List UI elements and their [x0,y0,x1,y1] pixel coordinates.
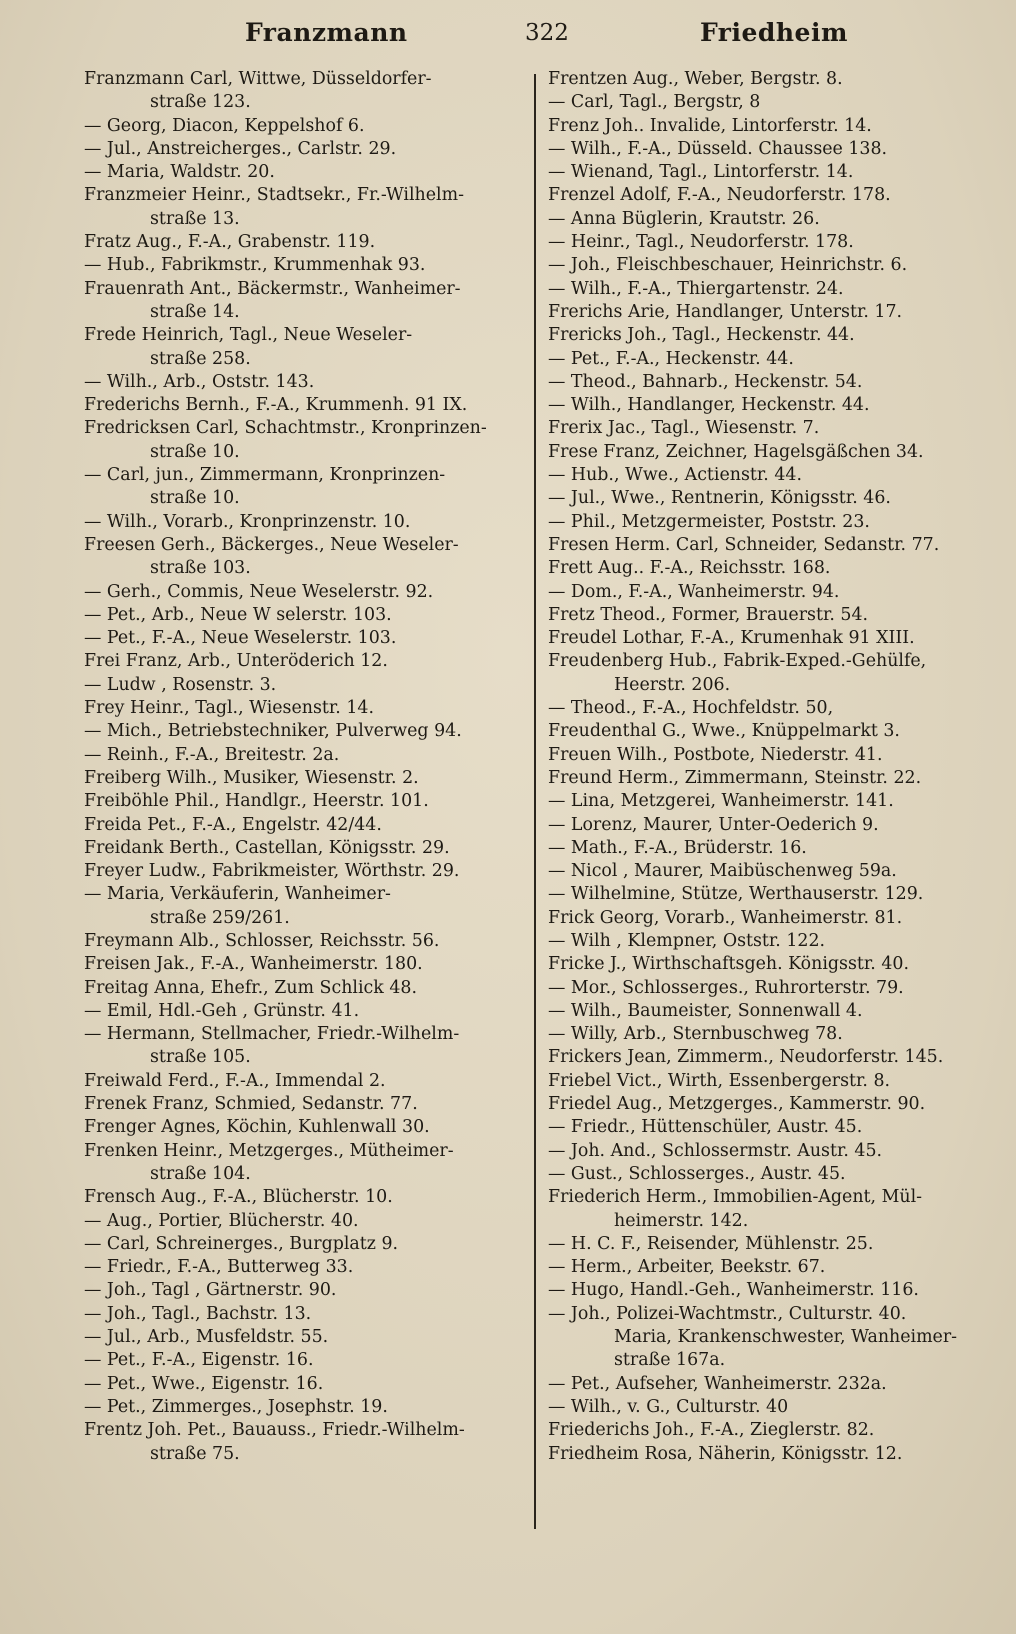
directory-entry: Frensch Aug., F.-A., Blücherstr. 10. [84,1187,393,1208]
directory-entry: Frenken Heinr., Metzgerges., Mütheimer- [84,1140,454,1161]
directory-entry: — Willy, Arb., Sternbuschweg 78. [548,1024,843,1045]
directory-entry: — Carl, jun., Zimmermann, Kronprinzen- [84,465,446,486]
directory-entry: Freidank Berth., Castellan, Königsstr. 29. [84,837,450,858]
directory-entry: Frickers Jean, Zimmerm., Neudorferstr. 145. [548,1047,944,1068]
directory-entry: Freudenthal G., Wwe., Knüppelmarkt 3. [548,721,900,742]
directory-entry: Fretz Theod., Former, Brauerstr. 54. [548,604,869,625]
directory-entry: Frentzen Aug., Weber, Bergstr. 8. [548,69,843,89]
directory-entry: — Pet., F.-A., Neue Weselerstr. 103. [84,628,397,649]
entry-continuation: straße 103. [150,558,251,579]
directory-entry: — Pet., Wwe., Eigenstr. 16. [84,1373,324,1394]
directory-entry: Freudel Lothar, F.-A., Krumenhak 91 XIII. [548,628,915,649]
directory-entry: — Wilh., Vorarb., Kronprinzenstr. 10. [84,511,411,532]
directory-entry: — Maria, Verkäuferin, Wanheimer- [84,884,391,905]
entry-continuation: straße 10. [150,441,240,462]
directory-entry: Franzmeier Heinr., Stadtsekr., Fr.-Wilhelm- [84,185,464,206]
directory-entry: — Lina, Metzgerei, Wanheimerstr. 141. [548,791,894,812]
directory-entry: Friedel Aug., Metzgerges., Kammerstr. 90. [548,1094,926,1115]
directory-entry: Fratz Aug., F.-A., Grabenstr. 119. [84,232,376,253]
directory-entry: — Lorenz, Maurer, Unter-Oederich 9. [548,814,879,835]
directory-entry: Frenger Agnes, Köchin, Kuhlenwall 30. [84,1117,430,1138]
directory-entry: — Nicol , Maurer, Maibüschenweg 59a. [548,861,897,882]
directory-entry: — Ludw , Rosenstr. 3. [84,674,277,695]
directory-entry: Frese Franz, Zeichner, Hagelsgäßchen 34. [548,441,924,462]
entry-continuation: Maria, Krankenschwester, Wanheimer- [614,1327,958,1348]
directory-entry: — Jul., Arb., Musfeldstr. 55. [84,1327,329,1348]
directory-entry: Freymann Alb., Schlosser, Reichsstr. 56. [84,930,440,951]
directory-entry: — Jul., Wwe., Rentnerin, Königsstr. 46. [548,488,891,509]
directory-entry: — Carl, Schreinerges., Burgplatz 9. [84,1233,399,1254]
directory-entry: — Joh. And., Schlossermstr. Austr. 45. [548,1140,883,1161]
directory-entry: — Georg, Diacon, Keppelshof 6. [84,115,365,136]
page-header [80,18,960,62]
entry-continuation: straße 258. [150,348,251,369]
directory-entry: — Hermann, Stellmacher, Friedr.-Wilhelm- [84,1024,460,1045]
directory-entry: Freesen Gerh., Bäckerges., Neue Weseler- [84,534,459,555]
directory-entry: — Wilh., Arb., Oststr. 143. [84,371,315,392]
entry-continuation: straße 13. [150,208,240,229]
entry-continuation: straße 75. [150,1443,240,1464]
directory-entry: — Wilh., Baumeister, Sonnenwall 4. [548,1000,863,1021]
directory-entry: Frick Georg, Vorarb., Wanheimerstr. 81. [548,907,903,928]
directory-entry: — Jul., Anstreicherges., Carlstr. 29. [84,138,397,159]
entry-continuation: straße 10. [150,488,240,509]
directory-entry: Fricke J., Wirthschaftsgeh. Königsstr. 40. [548,954,909,975]
directory-entry: — Hub., Fabrikmstr., Krummenhak 93. [84,255,426,276]
directory-entry: — Friedr., F.-A., Butterweg 33. [84,1257,354,1278]
directory-entry: Frett Aug.. F.-A., Reichsstr. 168. [548,558,831,579]
entry-continuation: straße 14. [150,301,240,322]
directory-entry: Freida Pet., F.-A., Engelstr. 42/44. [84,814,382,835]
directory-entry: Friederich Herm., Immobilien-Agent, Mül- [548,1187,923,1208]
directory-entry: — H. C. F., Reisender, Mühlenstr. 25. [548,1233,874,1254]
directory-entry: — Math., F.-A., Brüderstr. 16. [548,837,807,858]
directory-entry: — Pet., Zimmerges., Josephstr. 19. [84,1396,388,1417]
directory-entry: — Gust., Schlosserges., Austr. 45. [548,1163,846,1184]
directory-entry: — Wilhelmine, Stütze, Werthauserstr. 129. [548,884,924,905]
directory-entry: — Pet., Arb., Neue W selerstr. 103. [84,604,392,625]
directory-entry: Frentz Joh. Pet., Bauauss., Friedr.-Wilhelm- [84,1420,465,1441]
directory-entry: — Friedr., Hüttenschüler, Austr. 45. [548,1117,863,1138]
directory-entry: — Wilh., v. G., Culturstr. 40 [548,1396,789,1417]
directory-entry: — Theod., F.-A., Hochfeldstr. 50, [548,698,834,719]
directory-entry: Frericks Joh., Tagl., Heckenstr. 44. [548,325,855,346]
directory-entry: — Wilh , Klempner, Oststr. 122. [548,930,826,951]
directory-entry: Freyer Ludw., Fabrikmeister, Wörthstr. 29. [84,861,460,882]
directory-entry: — Mor., Schlosserges., Ruhrorterstr. 79. [548,977,904,998]
directory-entry: — Aug., Portier, Blücherstr. 40. [84,1210,359,1231]
directory-entry: Fresen Herm. Carl, Schneider, Sedanstr. 77. [548,534,940,555]
directory-entry: — Gerh., Commis, Neue Weselerstr. 92. [84,581,434,602]
directory-entry: Frenek Franz, Schmied, Sedanstr. 77. [84,1094,418,1115]
directory-entry: Frerix Jac., Tagl., Wiesenstr. 7. [548,418,820,439]
entry-continuation: Heerstr. 206. [614,674,731,695]
directory-entry: Freiwald Ferd., F.-A., Immendal 2. [84,1070,386,1091]
directory-entry: Fredricksen Carl, Schachtmstr., Kronprinzen- [84,418,487,439]
entry-continuation: straße 123. [150,92,251,113]
directory-entry: — Joh., Tagl , Gärtnerstr. 90. [84,1280,337,1301]
entry-continuation: straße 259/261. [150,907,290,928]
directory-entry: — Dom., F.-A., Wanheimerstr. 94. [548,581,840,602]
directory-entry: Freiböhle Phil., Handlgr., Heerstr. 101. [84,791,429,812]
directory-entry: Freitag Anna, Ehefr., Zum Schlick 48. [84,977,417,998]
directory-entry: — Wienand, Tagl., Lintorferstr. 14. [548,162,854,183]
directory-entry: Franzmann Carl, Wittwe, Düsseldorfer- [84,69,432,89]
entry-continuation: heimerstr. 142. [614,1210,749,1231]
directory-entry: — Joh., Tagl., Bachstr. 13. [84,1303,312,1324]
entry-continuation: straße 104. [150,1163,251,1184]
directory-entry: Frenzel Adolf, F.-A., Neudorferstr. 178. [548,185,891,206]
directory-entry: Freiberg Wilh., Musiker, Wiesenstr. 2. [84,767,419,788]
directory-entry: Friedheim Rosa, Näherin, Königsstr. 12. [548,1443,903,1464]
directory-entry: Frerichs Arie, Handlanger, Unterstr. 17. [548,301,903,322]
directory-entry: — Maria, Waldstr. 20. [84,162,275,183]
directory-entry: — Hugo, Handl.-Geh., Wanheimerstr. 116. [548,1280,919,1301]
header-right-keyword: Friedheim [700,18,848,47]
directory-entry: — Reinh., F.-A., Breitestr. 2a. [84,744,340,765]
directory-entry: Frei Franz, Arb., Unteröderich 12. [84,651,388,672]
column-divider [534,74,536,1529]
directory-entry: Frederichs Bernh., F.-A., Krummenh. 91 IX. [84,395,468,416]
directory-entry: Freisen Jak., F.-A., Wanheimerstr. 180. [84,954,423,975]
directory-entry: — Hub., Wwe., Actienstr. 44. [548,465,803,486]
directory-entry: Frenz Joh.. Invalide, Lintorferstr. 14. [548,115,872,136]
directory-entry: Frauenrath Ant., Bäckermstr., Wanheimer- [84,278,461,299]
right-column [548,68,982,1466]
directory-entry: — Mich., Betriebstechniker, Pulverweg 94. [84,721,462,742]
header-left-keyword: Franzmann [245,18,408,47]
directory-entry: — Wilh., Handlanger, Heckenstr. 44. [548,395,870,416]
directory-entry: Freudenberg Hub., Fabrik-Exped.-Gehülfe, [548,651,927,672]
directory-entry: — Joh., Fleischbeschauer, Heinrichstr. 6. [548,255,908,276]
directory-entry: — Pet., F.-A., Eigenstr. 16. [84,1350,314,1371]
directory-entry: — Joh., Polizei-Wachtmstr., Culturstr. 40. [548,1303,907,1324]
directory-entry: — Carl, Tagl., Bergstr, 8 [548,92,761,113]
directory-entry: — Wilh., F.-A., Düsseld. Chaussee 138. [548,138,888,159]
directory-entry: — Wilh., F.-A., Thiergartenstr. 24. [548,278,844,299]
directory-entry: — Emil, Hdl.-Geh , Grünstr. 41. [84,1000,360,1021]
directory-entry: — Pet., F.-A., Heckenstr. 44. [548,348,794,369]
directory-entry: — Theod., Bahnarb., Heckenstr. 54. [548,371,863,392]
left-column [84,68,522,1466]
directory-entry: Frede Heinrich, Tagl., Neue Weseler- [84,325,413,346]
directory-entry: Frey Heinr., Tagl., Wiesenstr. 14. [84,698,374,719]
directory-entry: — Anna Büglerin, Krautstr. 26. [548,208,820,229]
directory-entry: Freuen Wilh., Postbote, Niederstr. 41. [548,744,883,765]
directory-entry: — Phil., Metzgermeister, Poststr. 23. [548,511,870,532]
entry-continuation: straße 105. [150,1047,251,1068]
entry-continuation: straße 167a. [614,1350,726,1371]
directory-entry: — Heinr., Tagl., Neudorferstr. 178. [548,232,854,253]
directory-entry: Freund Herm., Zimmermann, Steinstr. 22. [548,767,922,788]
directory-entry: Friederichs Joh., F.-A., Zieglerstr. 82. [548,1420,875,1441]
directory-entry: — Pet., Aufseher, Wanheimerstr. 232a. [548,1373,887,1394]
page-number: 322 [525,20,569,46]
directory-entry: Friebel Vict., Wirth, Essenbergerstr. 8. [548,1070,891,1091]
directory-entry: — Herm., Arbeiter, Beekstr. 67. [548,1257,826,1278]
